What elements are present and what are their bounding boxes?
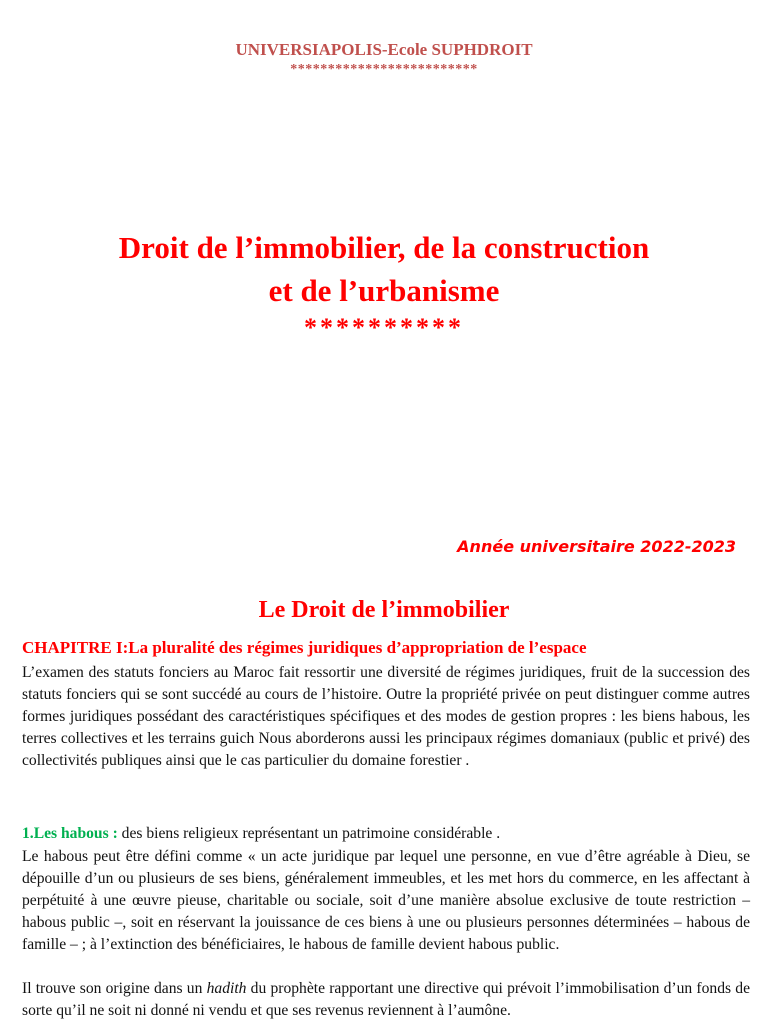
academic-year: Année universitaire 2022-2023: [457, 537, 736, 556]
paragraph-habous-origin-end: du prophète rapportant une directive qui prévoit l’immobilisation d’un fonds de sorte qu’il ne soit ni donné ni vendu et que ses revenus reviennent à l’aumône.: [22, 980, 750, 1019]
title-separator-stars: **********: [304, 313, 464, 342]
chapter-title: La pluralité des régimes juridiques d’appropriation de l’espace: [128, 638, 587, 657]
chapter-heading: [22, 637, 587, 659]
paragraph-intro: L’examen des statuts fonciers au Maroc fait ressortir une diversité de régimes juridiques, fruit de la succession des statuts fonciers qui se sont succédé au cours de l’histoire. Outre la propriété privée on peut distinguer comme autres formes juridiques possédant des caractéristiques spécifiques et des modes de gestion propres : les biens habous, les terres collectives et les terrains guich Nous aborderons aussi les principaux régimes domaniaux (public et privé) des collectivités publiques ainsi que le cas particulier du domaine forestier .: [22, 664, 750, 769]
document-title-line-2: et de l’urbanisme: [268, 273, 500, 308]
document-title: [0, 226, 768, 312]
paragraph-habous-origin-start: Il trouve son origine dans un: [22, 980, 207, 997]
paragraph-habous-definition: Le habous peut être défini comme « un acte juridique par lequel une personne, en vue d’être agréable à Dieu, se dépouille d’un ou plusieurs de ses biens, généralement immeubles, et les met hors du commerce, en les affectant à perpétuité à une œuvre pieuse, charitable ou sociale, soit d’une manière absolue exclusive de toute restriction – habous public –, soit en réservant la jouissance de ces biens à une ou plusieurs personnes déterminées – habous de famille – ; à l’extinction des bénéficiaires, le habous de famille devient habous public.: [22, 848, 750, 953]
chapter-label: CHAPITRE I:: [22, 638, 129, 657]
hadith-term: hadith: [206, 980, 247, 997]
school-separator-stars: *************************: [290, 62, 478, 77]
habous-heading-label: 1.Les habous :: [22, 825, 118, 842]
paragraph-habous-origin: [22, 978, 750, 1022]
school-name: UNIVERSIAPOLIS-Ecole SUPHDROIT: [235, 40, 533, 59]
section-title: Le Droit de l’immobilier: [258, 597, 510, 623]
document-title-line-1: Droit de l’immobilier, de la construction: [118, 230, 650, 265]
habous-heading-text: des biens religieux représentant un patrimoine considérable .: [117, 825, 501, 842]
habous-heading: [22, 823, 750, 845]
